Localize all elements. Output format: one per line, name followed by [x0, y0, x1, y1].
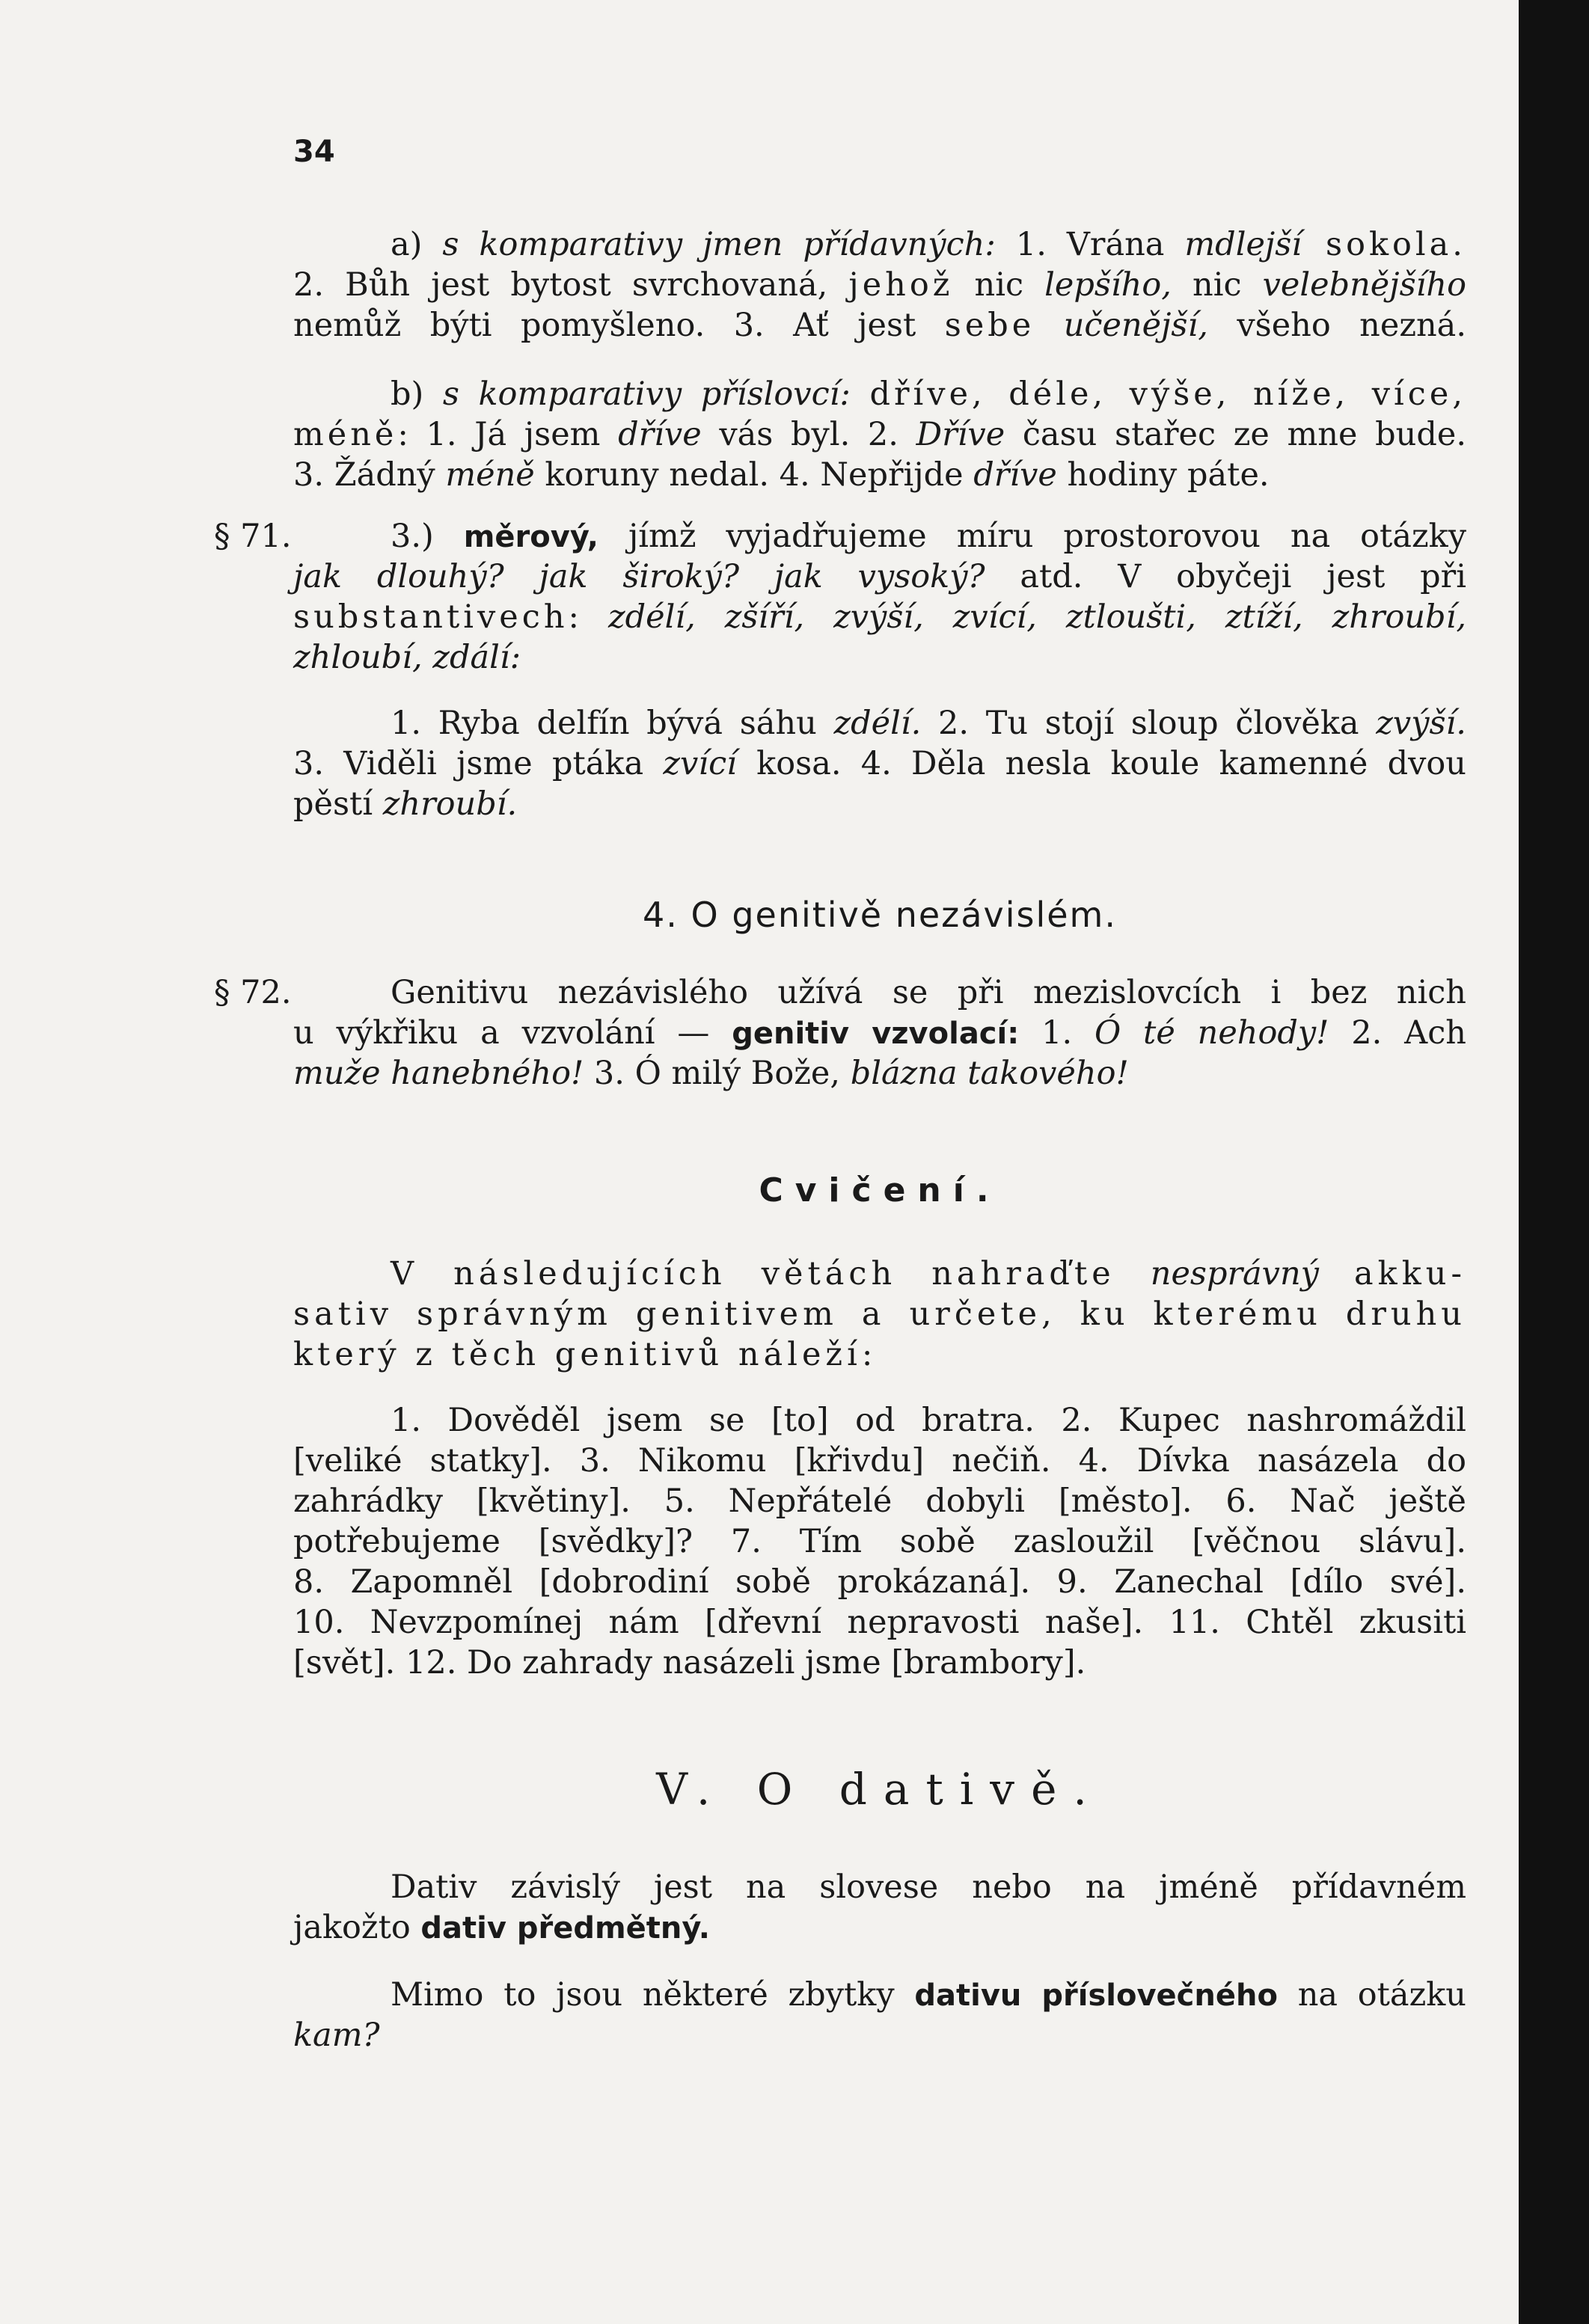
text-line: pěstí zhroubí.: [293, 785, 518, 823]
text-line: jakožto dativ předmětný.: [293, 1909, 710, 1946]
text-line: b) s komparativy příslovcí: dříve, déle, výše, níže, více,: [391, 375, 1466, 413]
text-line: 2. Bůh jest bytost svrchovaná, jehož nic lepšího, nic velebnějšího: [293, 266, 1466, 304]
exercise-line: 8. Zapomněl [dobrodiní sobě prokázaná]. 9. Zanechal [dílo své].: [293, 1563, 1466, 1601]
text-line: Genitivu nezávislého užívá se při mezislovcích i bez nich: [391, 974, 1466, 1011]
text-line: který z těch genitivů náleží:: [293, 1336, 878, 1373]
section-mark: § 71.: [214, 518, 292, 555]
text-line: sativ správným genitivem a určete, ku kterému druhu: [293, 1296, 1466, 1333]
exercise-line: 1. Dověděl jsem se [to] od bratra. 2. Kupec nashromáždil: [391, 1402, 1466, 1439]
exercise-line: zahrádky [květiny]. 5. Nepřátelé dobyli [město]. 6. Nač ještě: [293, 1483, 1466, 1520]
text-line: a) s komparativy jmen přídavných: 1. Vrána mdlejší sokola.: [391, 226, 1466, 263]
exercise-line: 10. Nevzpomínej nám [dřevní nepravosti naše]. 11. Chtěl zkusiti: [293, 1604, 1466, 1641]
text-line: nemůž býti pomyšleno. 3. Ať jest sebe učenější, všeho nezná.: [293, 307, 1466, 344]
text-line: V následujících větách nahraďte nesprávný akku-: [391, 1255, 1467, 1293]
text-line: substantivech: zdélí, zšíří, zvýší, zvící, ztloušti, ztíží, zhroubí,: [293, 598, 1466, 636]
exercise-line: potřebujeme [svědky]? 7. Tím sobě zasloužil [věčnou slávu].: [293, 1523, 1466, 1560]
heading-cviceni: Cvičení.: [759, 1171, 1001, 1209]
text-line: u výkřiku a vzvolání — genitiv vzvolací: 1. Ó té nehody! 2. Ach: [293, 1014, 1467, 1052]
exercise-line: [svět]. 12. Do zahrady nasázeli jsme [brambory].: [293, 1644, 1086, 1681]
text-line: méně: 1. Já jsem dříve vás byl. 2. Dříve času stařec ze mne bude.: [293, 416, 1466, 453]
scan-border: [1519, 0, 1589, 2324]
text-line: 3. Viděli jsme ptáka zvící kosa. 4. Děla nesla koule kamenné dvou: [293, 745, 1467, 782]
section-mark: § 72.: [214, 974, 292, 1011]
heading-dativ: V. O dativě.: [656, 1764, 1103, 1815]
heading-genitiv: 4. O genitivě nezávislém.: [642, 895, 1117, 935]
text-line: muže hanebného! 3. Ó milý Bože, blázna takového!: [293, 1055, 1129, 1092]
text-line: Dativ závislý jest na slovese nebo na jméně přídavném: [391, 1868, 1466, 1906]
text-line: 1. Ryba delfín bývá sáhu zdélí. 2. Tu stojí sloup člověka zvýší.: [391, 705, 1466, 742]
page-number: 34: [293, 135, 335, 169]
text-line: 3.) měrový, jímž vyjadřujeme míru prostorovou na otázky: [391, 518, 1466, 555]
exercise-line: [veliké statky]. 3. Nikomu [křivdu] nečiň. 4. Dívka nasázela do: [293, 1442, 1466, 1480]
text-line: Mimo to jsou některé zbytky dativu příslovečného na otázku: [391, 1976, 1466, 2014]
text-line: jak dlouhý? jak široký? jak vysoký? atd. V obyčeji jest při: [293, 558, 1466, 595]
text-line: zhloubí, zdálí:: [293, 639, 521, 676]
text-line: 3. Žádný méně koruny nedal. 4. Nepřijde dříve hodiny páte.: [293, 456, 1270, 494]
text-line: kam?: [293, 2017, 380, 2054]
